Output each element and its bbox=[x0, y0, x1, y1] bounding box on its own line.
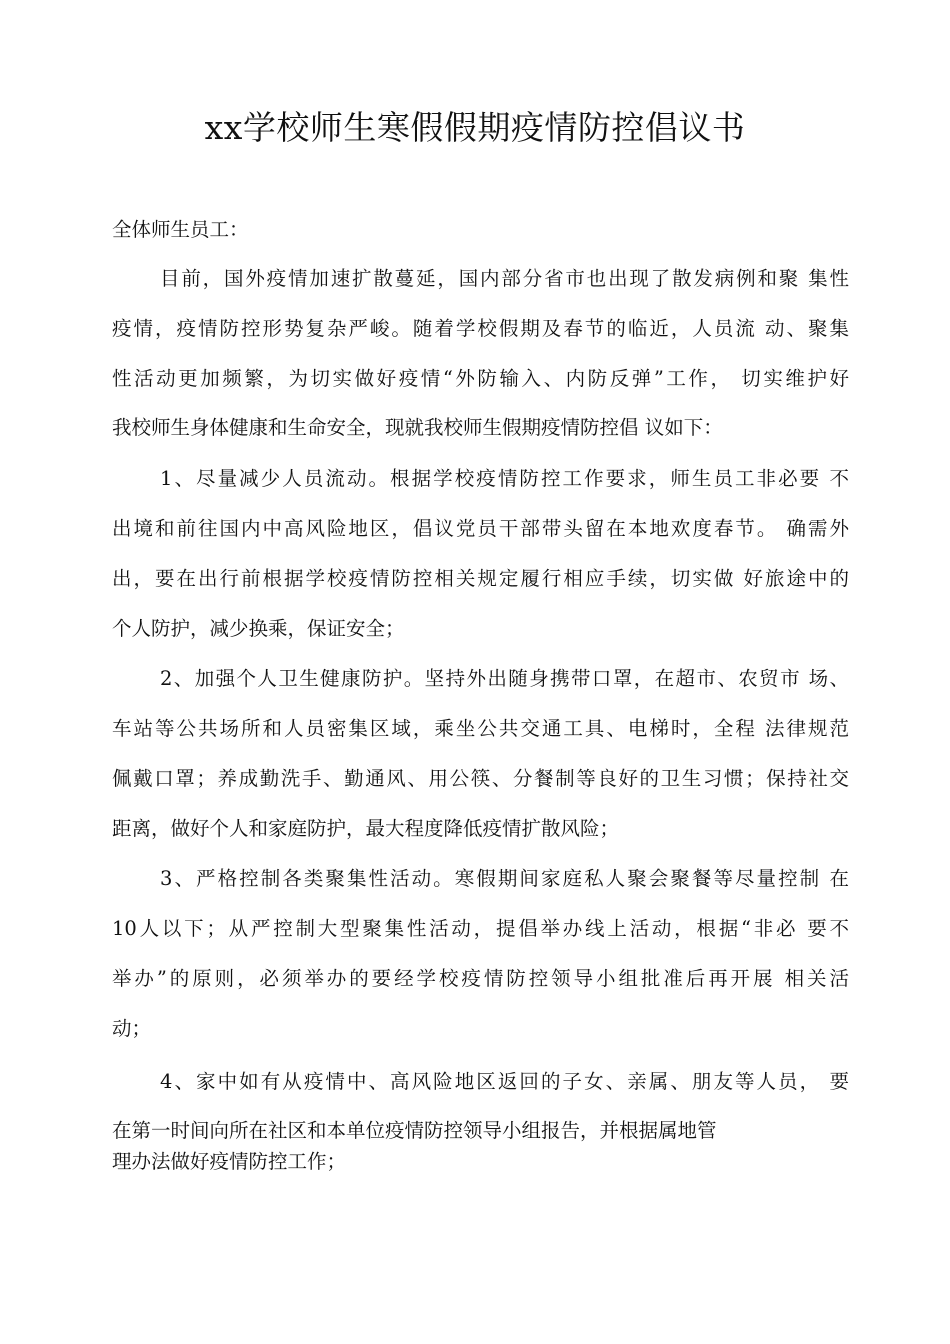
document-title: xx学校师生寒假假期疫情防控倡议书 bbox=[204, 108, 746, 147]
paragraph-4-line-3: 举办”的原则，必须举办的要经学校疫情防控领导小组批准后再开展 相关活 bbox=[112, 967, 849, 990]
paragraph-2-line-4: 个人防护，减少换乘，保证安全； bbox=[112, 617, 405, 640]
paragraph-3-line-3: 佩戴口罩；养成勤洗手、勤通风、用公筷、分餐制等良好的卫生习惯；保持社交 bbox=[112, 767, 849, 790]
paragraph-1-line-3: 性活动更加频繁，为切实做好疫情“外防输入、内防反弹”工作， 切实维护好 bbox=[112, 367, 849, 390]
paragraph-4-line-2: 10人以下；从严控制大型聚集性活动，提倡举办线上活动，根据“非必 要不 bbox=[112, 917, 849, 940]
paragraph-1-line-1: 目前，国外疫情加速扩散蔓延，国内部分省市也出现了散发病例和聚 集性 bbox=[160, 267, 849, 290]
paragraph-5-line-1: 4、家中如有从疫情中、高风险地区返回的子女、亲属、朋友等人员， 要 bbox=[160, 1070, 849, 1093]
paragraph-2-line-1: 1、尽量减少人员流动。根据学校疫情防控工作要求，师生员工非必要 不 bbox=[160, 467, 849, 490]
paragraph-1-line-4: 我校师生身体健康和生命安全，现就我校师生假期疫情防控倡 议如下： bbox=[112, 416, 723, 439]
paragraph-3-line-2: 车站等公共场所和人员密集区域，乘坐公共交通工具、电梯时，全程 法律规范 bbox=[112, 717, 849, 740]
salutation: 全体师生员工： bbox=[112, 218, 249, 241]
paragraph-3-line-4: 距离，做好个人和家庭防护，最大程度降低疫情扩散风险； bbox=[112, 817, 620, 840]
paragraph-5-line-3: 理办法做好疫情防控工作； bbox=[112, 1150, 347, 1173]
paragraph-2-line-2: 出境和前往国内中高风险地区，倡议党员干部带头留在本地欢度春节。 确需外 bbox=[112, 517, 849, 540]
paragraph-2-line-3: 出，要在出行前根据学校疫情防控相关规定履行相应手续，切实做 好旅途中的 bbox=[112, 567, 849, 590]
paragraph-3-line-1: 2、加强个人卫生健康防护。坚持外出随身携带口罩，在超市、农贸市 场、 bbox=[160, 667, 849, 690]
paragraph-4-line-4: 动； bbox=[112, 1017, 152, 1040]
paragraph-4-line-1: 3、严格控制各类聚集性活动。寒假期间家庭私人聚会聚餐等尽量控制 在 bbox=[160, 867, 849, 890]
paragraph-1-line-2: 疫情，疫情防控形势复杂严峻。随着学校假期及春节的临近，人员流 动、聚集 bbox=[112, 317, 849, 340]
paragraph-5-line-2: 在第一时间向所在社区和本单位疫情防控领导小组报告，并根据属地管 bbox=[112, 1119, 717, 1142]
